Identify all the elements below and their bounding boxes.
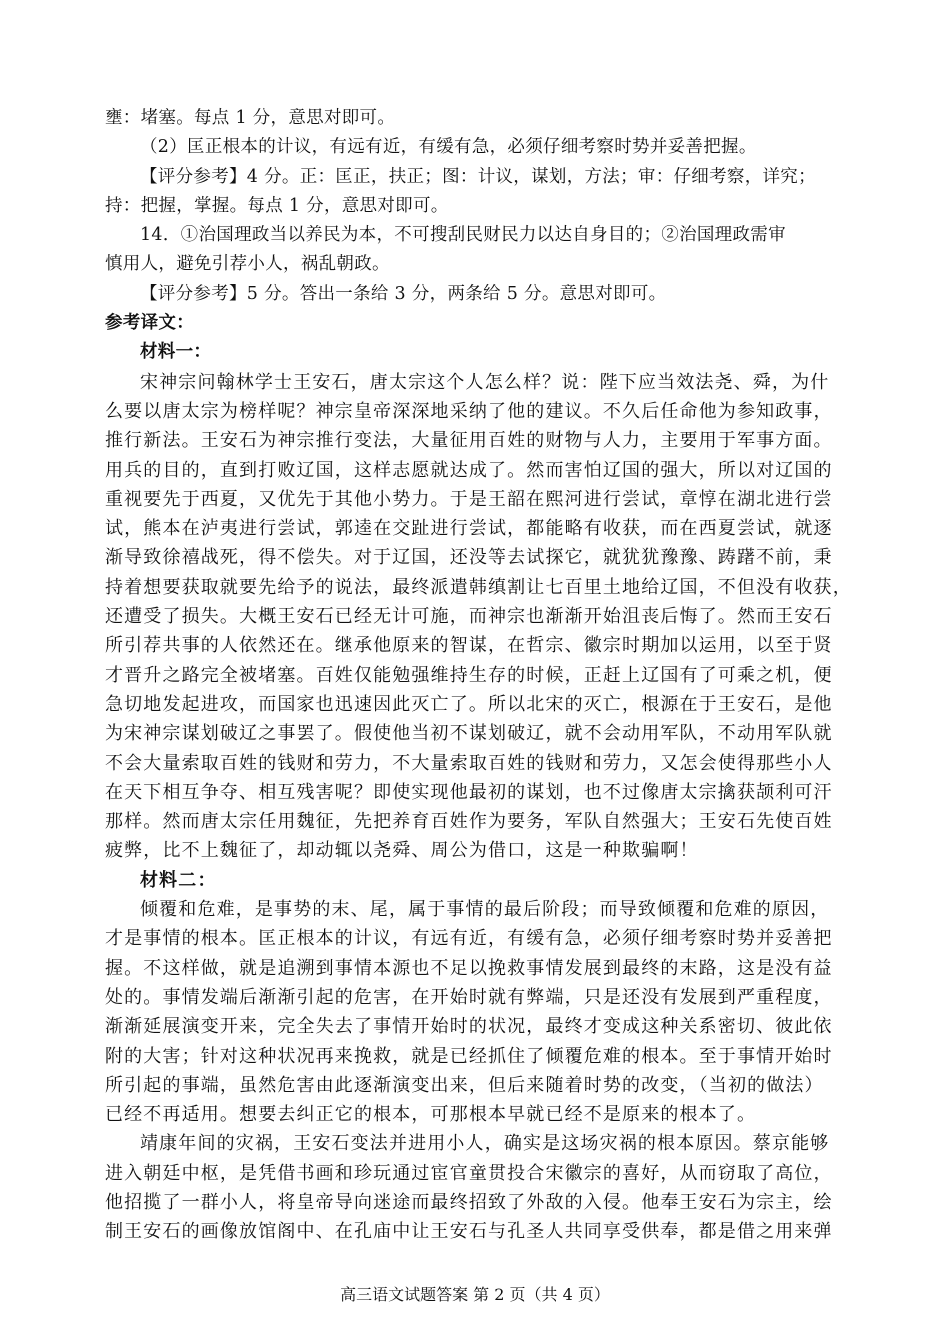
translation-line: 宋神宗问翰林学士王安石，唐太宗这个人怎么样？说：陛下应当效法尧、舜，为什 <box>140 371 830 393</box>
translation-line: 在天下相互争夺、相互残害呢？即使实现他最初的谋划，也不过像唐太宗擒获颉利可汗 <box>105 781 833 803</box>
answer-line: 慎用人，避免引荐小人，祸乱朝政。 <box>105 254 390 275</box>
translation-line: 附的大害；针对这种状况再来挽救，就是已经抓住了倾覆危难的根本。至于事情开始时 <box>105 1045 833 1067</box>
translation-line: 急切地发起进攻，而国家也迅速因此灭亡了。所以北宋的灭亡，根源在于王安石，是他 <box>105 693 833 715</box>
translation-line: 用兵的目的，直到打败辽国，这样志愿就达成了。然而害怕辽国的强大，所以对辽国的 <box>105 459 833 481</box>
translation-line: 已经不再适用。想要去纠正它的根本，可那根本早就已经不是原来的根本了。 <box>105 1104 757 1126</box>
translation-line: 那样。然而唐太宗任用魏征，先把养育百姓作为要务，军队自然强大；王安石先使百姓 <box>105 811 833 833</box>
translation-line: 持着想要获取就要先给予的说法，最终派遣韩缜割让七百里土地给辽国，不但没有收获， <box>105 576 852 598</box>
material-two-text <box>105 895 850 1247</box>
translation-line: 才是事情的根本。匡正根本的计议，有远有近，有缓有急，必须仔细考察时势并妥善把 <box>105 928 833 950</box>
answer-line: 材料一： <box>140 342 212 363</box>
translation-line: 渐渐延展演变开来，完全失去了事情开始时的状况，最终才变成这种关系密切、彼此依 <box>105 1016 833 1038</box>
translation-line: 疲弊，比不上魏征了，却动辄以尧舜、周公为借口，这是一种欺骗啊！ <box>105 840 699 862</box>
translation-line: 倾覆和危难，是事势的末、尾，属于事情的最后阶段；而导致倾覆和危难的原因， <box>140 899 830 921</box>
translation-line: 为宋神宗谋划破辽之事罢了。假使他当初不谋划破辽，就不会动用军队，不动用军队就 <box>105 723 833 745</box>
translation-line: 重视要先于西夏，又优先于其他小势力。于是王韶在熙河进行尝试，章惇在湖北进行尝 <box>105 488 833 510</box>
answer-line: 持：把握，掌握。每点 1 分，意思对即可。 <box>105 195 449 216</box>
answer-line: 【评分参考】4 分。正：匡正，扶正；图：计议，谋划，方法；审：仔细考察，详究； <box>140 166 816 187</box>
translation-line: 制王安石的画像放馆阁中、在孔庙中让王安石与孔圣人共同享受供奉，都是借之用来弹 <box>105 1221 833 1243</box>
translation-line: 所引荐共事的人依然还在。继承他原来的智谋，在哲宗、徽宗时期加以运用，以至于贤 <box>105 635 833 657</box>
translation-line: 握。不这样做，就是追溯到事情本源也不足以挽救事情发展到最终的末路，这是没有益 <box>105 957 833 979</box>
material-two-heading: 材料二： <box>140 869 217 891</box>
translation-line: 推行新法。王安石为神宗推行变法，大量征用百姓的财物与人力，主要用于军事方面。 <box>105 430 833 452</box>
translation-line: 渐导致徐禧战死，得不偿失。对于辽国，还没等去试探它，就犹犹豫豫、踌躇不前，秉 <box>105 547 833 569</box>
translation-line: 才晋升之路完全被堵塞。百姓仅能勉强维持生存的时候，正赶上辽国有了可乘之机，便 <box>105 664 833 686</box>
translation-line: 还遭受了损失。大概王安石已经无计可施，而神宗也渐渐开始沮丧后悔了。然而王安石 <box>105 606 833 628</box>
material-one-text <box>105 368 850 866</box>
answer-line: 参考译文： <box>105 313 194 334</box>
translation-line: 他招揽了一群小人，将皇帝导向迷途而最终招致了外敌的入侵。他奉王安石为宗主，绘 <box>105 1191 833 1213</box>
translation-line: 进入朝廷中枢，是凭借书画和珍玩通过宦官童贯投合宋徽宗的喜好，从而窃取了高位， <box>105 1162 833 1184</box>
page-footer: 高三语文试题答案 第 2 页（共 4 页） <box>340 1285 610 1304</box>
translation-line: 所引起的事端，虽然危害由此逐渐演变出来，但后来随着时势的改变，（当初的做法） <box>105 1074 824 1096</box>
answers-section <box>105 104 850 368</box>
answer-line: （2）匡正根本的计议，有远有近，有缓有急，必须仔细考察时势并妥善把握。 <box>140 137 757 158</box>
translation-line: 么要以唐太宗为榜样呢？神宗皇帝深深地采纳了他的建议。不久后任命他为参知政事， <box>105 400 833 422</box>
translation-section <box>105 368 850 1247</box>
answer-line: 14．①治国理政当以养民为本，不可搜刮民财民力以达自身目的；②治国理政需审 <box>140 225 786 246</box>
answer-line: 【评分参考】5 分。答出一条给 3 分，两条给 5 分。意思对即可。 <box>140 283 667 304</box>
translation-line: 处的。事情发端后渐渐引起的危害，在开始时就有弊端，只是还没有发展到严重程度， <box>105 986 833 1008</box>
translation-line: 不会大量索取百姓的钱财和劳力，不大量索取百姓的钱财和劳力，又怎会使得那些小人 <box>105 752 833 774</box>
answer-sheet-page <box>105 104 850 1247</box>
translation-line: 试，熊本在泸夷进行尝试，郭逵在交趾进行尝试，都能略有收获，而在西夏尝试，就逐 <box>105 518 833 540</box>
answer-line: 壅：堵塞。每点 1 分，意思对即可。 <box>105 108 396 128</box>
translation-line: 靖康年间的灾祸，王安石变法并进用小人，确实是这场灾祸的根本原因。蔡京能够 <box>140 1133 830 1155</box>
